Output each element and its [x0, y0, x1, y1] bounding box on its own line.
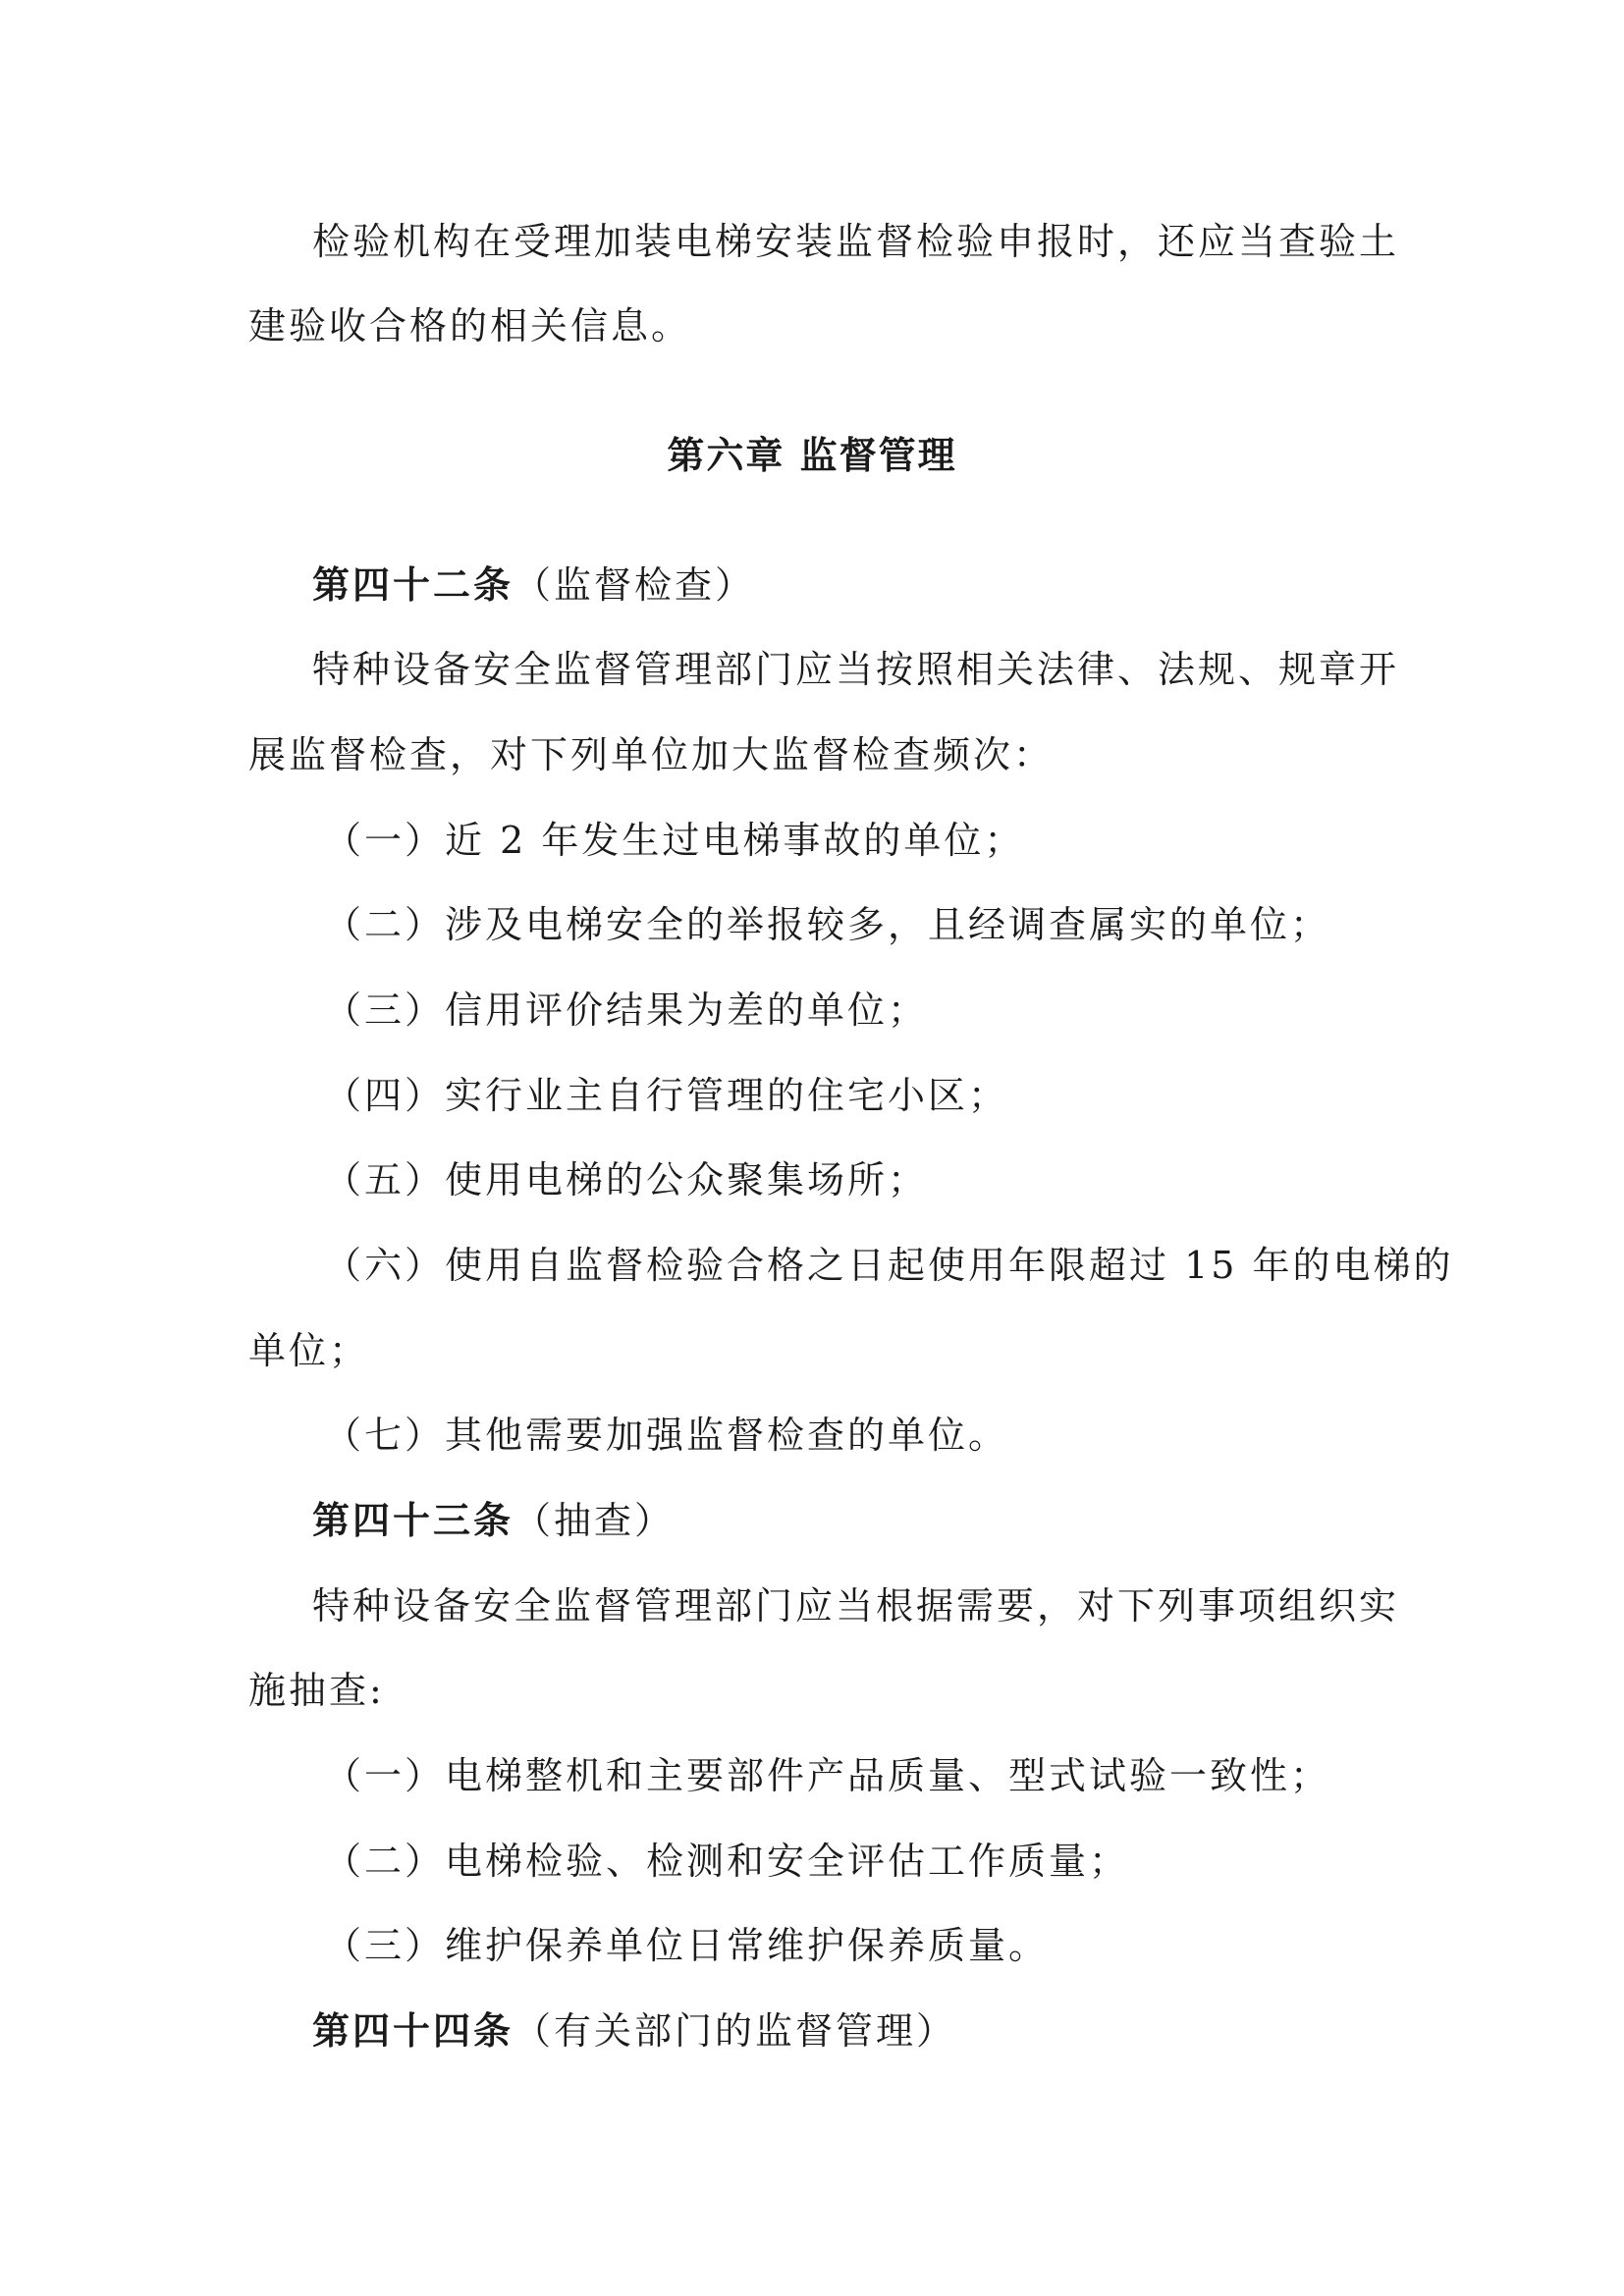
article-43-heading: [312, 1497, 675, 1544]
intro-line-1: 检验机构在受理加装电梯安装监督检验申报时，还应当查验土: [312, 220, 1400, 263]
article-43-item: （二）电梯检验、检测和安全评估工作质量；: [324, 1840, 1130, 1883]
article-44-subtitle: （有关部门的监督管理）: [514, 2009, 957, 2053]
article-42-item: （二）涉及电梯安全的举报较多，且经调查属实的单位；: [324, 903, 1331, 946]
article-44-number: 第四十四条: [312, 2009, 514, 2053]
article-42-item: （四）实行业主自行管理的住宅小区；: [324, 1074, 1009, 1117]
article-43-body-line-2: 施抽查:: [248, 1669, 385, 1712]
chapter-title: 第六章 监督管理: [667, 434, 957, 477]
article-43-body-line-1: 特种设备安全监督管理部门应当根据需要，对下列事项组织实: [312, 1584, 1400, 1628]
article-43-item: （三）维护保养单位日常维护保养质量。: [324, 1924, 1050, 1967]
article-42-item: （五）使用电梯的公众聚集场所；: [324, 1158, 929, 1201]
article-42-item: （六）使用自监督检验合格之日起使用年限超过 15 年的电梯的: [324, 1244, 1454, 1287]
intro-line-2: 建验收合格的相关信息。: [248, 304, 692, 347]
article-42-item: （三）信用评价结果为差的单位；: [324, 988, 929, 1032]
article-42-item: （七）其他需要加强监督检查的单位。: [324, 1414, 1009, 1457]
article-42-number: 第四十二条: [312, 563, 514, 607]
article-42-heading: [312, 561, 755, 609]
article-42-item-continuation: 单位；: [248, 1329, 370, 1372]
article-42-body-line-2: 展监督检查，对下列单位加大监督检查频次：: [248, 733, 1055, 776]
article-42-body-line-1: 特种设备安全监督管理部门应当按照相关法律、法规、规章开: [312, 648, 1400, 691]
article-43-subtitle: （抽查）: [514, 1499, 676, 1542]
article-44-heading: [312, 2007, 956, 2055]
article-43-number: 第四十三条: [312, 1499, 514, 1542]
article-42-subtitle: （监督检查）: [514, 563, 756, 607]
article-42-item: （一）近 2 年发生过电梯事故的单位；: [324, 819, 1025, 862]
article-43-item: （一）电梯整机和主要部件产品质量、型式试验一致性；: [324, 1754, 1331, 1797]
